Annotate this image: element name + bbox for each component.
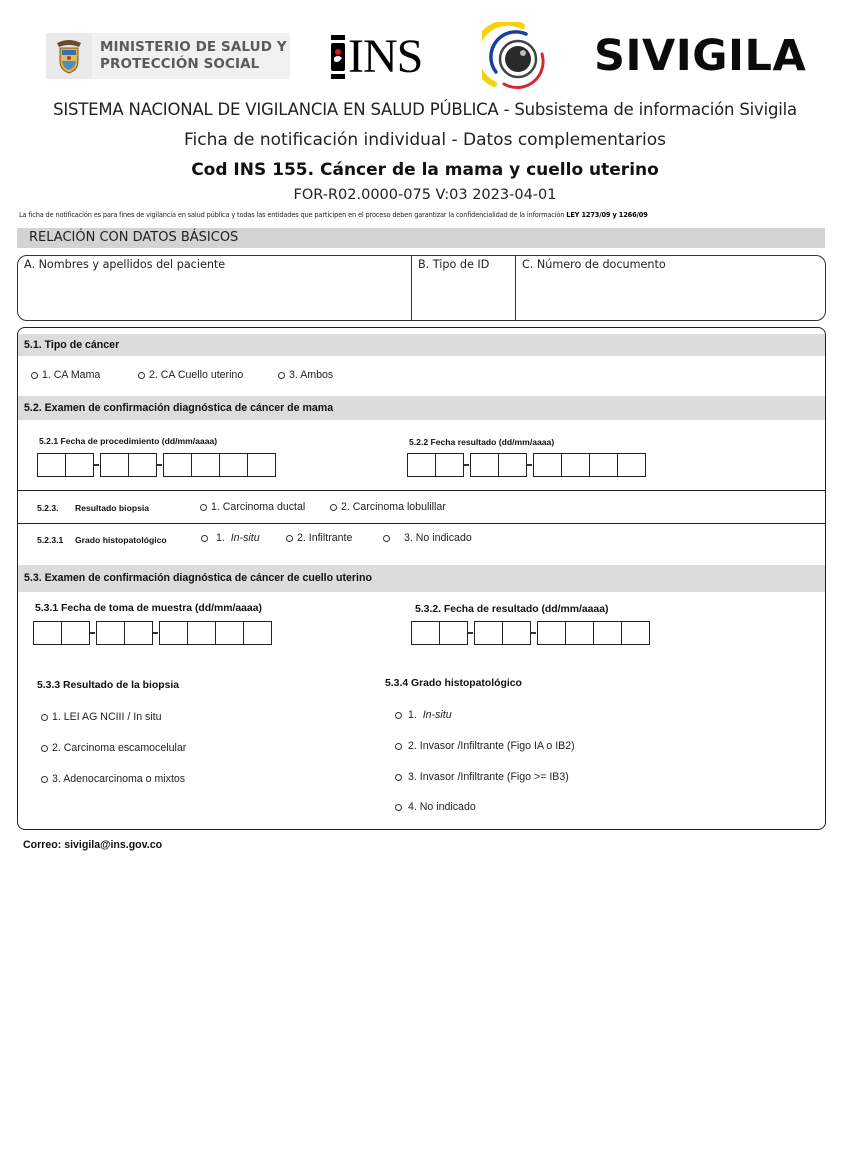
option-label: 1. Carcinoma ductal <box>211 501 306 513</box>
radio-icon[interactable] <box>395 743 402 750</box>
form-type-title: Ficha de notificación individual - Datos complementarios <box>184 130 666 150</box>
section-5-3-header: 5.3. Examen de confirmación diagnóstica de cáncer de cuello uterino <box>18 565 825 592</box>
disclaimer-law: LEY 1273/09 y 1266/09 <box>566 211 648 219</box>
cancer-type-option-cuello[interactable] <box>138 369 243 381</box>
year-digit-box[interactable] <box>215 621 244 645</box>
divider <box>18 523 825 524</box>
day-digit-box[interactable] <box>61 621 90 645</box>
biopsy-result-number: 5.2.3. <box>37 503 59 513</box>
option-label: 2. Carcinoma escamocelular <box>52 742 187 754</box>
option-label: 3. Ambos <box>289 369 334 381</box>
month-digit-box[interactable] <box>470 453 499 477</box>
radio-icon[interactable] <box>200 504 207 511</box>
option-number: 1. <box>408 709 417 721</box>
cervix-biopsy-option-1[interactable] <box>41 711 162 723</box>
date-separator <box>94 453 100 477</box>
radio-icon[interactable] <box>278 372 285 379</box>
basic-data-section-header: RELACIÓN CON DATOS BÁSICOS <box>17 228 825 248</box>
complementary-data-box <box>17 327 826 830</box>
option-label: 3. No indicado <box>404 532 472 544</box>
ministerio-line-2: PROTECCIÓN SOCIAL <box>100 56 260 72</box>
day-digit-box[interactable] <box>33 621 62 645</box>
disclaimer-text: La ficha de notificación es para fines de vigilancia en salud pública y todas las entidades que participen en el proceso deben garantizar la confidencialidad de la información <box>19 211 565 219</box>
year-digit-box[interactable] <box>163 453 192 477</box>
result-date-input[interactable] <box>407 452 646 477</box>
id-type-field[interactable] <box>412 256 516 320</box>
option-label: 3. Adenocarcinoma o mixtos <box>52 773 186 785</box>
month-digit-box[interactable] <box>96 621 125 645</box>
month-digit-box[interactable] <box>474 621 503 645</box>
year-digit-box[interactable] <box>191 453 220 477</box>
day-digit-box[interactable] <box>439 621 468 645</box>
date-separator <box>153 621 159 645</box>
procedure-date-input[interactable] <box>37 452 276 477</box>
ministerio-line-1: MINISTERIO DE SALUD Y <box>100 39 287 55</box>
day-digit-box[interactable] <box>37 453 66 477</box>
year-digit-box[interactable] <box>621 621 650 645</box>
patient-name-field[interactable] <box>18 256 412 320</box>
month-digit-box[interactable] <box>124 621 153 645</box>
histo-grade-option-no-indicado[interactable] <box>383 532 472 544</box>
radio-icon[interactable] <box>41 745 48 752</box>
contact-email: Correo: sivigila@ins.gov.co <box>23 839 163 851</box>
date-separator <box>157 453 163 477</box>
cervix-histo-option-insitu[interactable] <box>395 709 452 721</box>
ministerio-salud-logo <box>46 33 290 79</box>
biopsy-option-lobulillar[interactable] <box>330 501 446 513</box>
year-digit-box[interactable] <box>593 621 622 645</box>
option-label: 1. LEI AG NCIII / In situ <box>52 711 162 723</box>
radio-icon[interactable] <box>395 774 402 781</box>
radio-icon[interactable] <box>383 535 390 542</box>
radio-icon[interactable] <box>31 372 38 379</box>
date-separator <box>531 621 537 645</box>
year-digit-box[interactable] <box>159 621 188 645</box>
date-separator <box>464 453 470 477</box>
day-digit-box[interactable] <box>435 453 464 477</box>
histo-grade-option-infiltrante[interactable] <box>286 532 352 544</box>
colombia-coat-of-arms-icon <box>46 33 92 79</box>
option-number: 1. <box>216 532 225 544</box>
date-separator <box>468 621 474 645</box>
basic-data-box <box>17 255 826 321</box>
cervix-biopsy-label: 5.3.3 Resultado de la biopsia <box>37 680 180 691</box>
section-5-2-header: 5.2. Examen de confirmación diagnóstica de cáncer de mama <box>18 396 825 420</box>
date-separator <box>90 621 96 645</box>
histo-grade-number: 5.2.3.1 <box>37 535 64 545</box>
confidentiality-disclaimer <box>19 211 831 219</box>
radio-icon[interactable] <box>395 804 402 811</box>
cancer-type-option-mama[interactable] <box>31 369 100 381</box>
radio-icon[interactable] <box>330 504 337 511</box>
month-digit-box[interactable] <box>498 453 527 477</box>
radio-icon[interactable] <box>286 535 293 542</box>
year-digit-box[interactable] <box>243 621 272 645</box>
cancer-type-option-ambos[interactable] <box>278 369 333 381</box>
day-digit-box[interactable] <box>65 453 94 477</box>
date-separator <box>527 453 533 477</box>
cervix-result-date-input[interactable] <box>411 620 650 645</box>
radio-icon[interactable] <box>201 535 208 542</box>
ins-mark-icon <box>330 35 346 79</box>
cervix-result-date-label: 5.3.2. Fecha de resultado (dd/mm/aaaa) <box>415 604 609 615</box>
sample-date-label: 5.3.1 Fecha de toma de muestra (dd/mm/aaaa) <box>35 603 262 614</box>
divider <box>18 490 825 491</box>
year-digit-box[interactable] <box>617 453 646 477</box>
radio-icon[interactable] <box>395 712 402 719</box>
year-digit-box[interactable] <box>565 621 594 645</box>
option-label: 3. Invasor /Infiltrante (Figo >= IB3) <box>408 771 569 783</box>
month-digit-box[interactable] <box>100 453 129 477</box>
option-label: 1. CA Mama <box>42 369 101 381</box>
document-number-field[interactable] <box>516 256 825 320</box>
radio-icon[interactable] <box>41 776 48 783</box>
option-label: 4. No indicado <box>408 801 476 813</box>
month-digit-box[interactable] <box>502 621 531 645</box>
cervix-biopsy-option-3[interactable] <box>41 773 185 785</box>
ins-logo <box>330 30 423 83</box>
year-digit-box[interactable] <box>561 453 590 477</box>
year-digit-box[interactable] <box>219 453 248 477</box>
system-title: SISTEMA NACIONAL DE VIGILANCIA EN SALUD PÚBLICA - Subsistema de información Sivigila <box>53 100 797 119</box>
cervix-biopsy-option-2[interactable] <box>41 742 186 754</box>
form-code: FOR-R02.0000-075 V:03 2023-04-01 <box>293 187 557 203</box>
day-digit-box[interactable] <box>411 621 440 645</box>
cervix-histo-grade-label: 5.3.4 Grado histopatológico <box>385 678 522 689</box>
option-label: 2. CA Cuello uterino <box>149 369 244 381</box>
year-digit-box[interactable] <box>537 621 566 645</box>
cervix-histo-option-2[interactable] <box>395 740 575 752</box>
sivigila-eye-icon <box>482 22 552 92</box>
histo-grade-option-insitu[interactable] <box>201 532 260 544</box>
option-label: 2. Infiltrante <box>297 532 353 544</box>
ins-logo-text: INS <box>348 30 423 83</box>
sample-date-input[interactable] <box>33 620 272 645</box>
histo-grade-label: Grado histopatológico <box>75 535 167 545</box>
patient-name-label: A. Nombres y apellidos del paciente <box>24 258 226 271</box>
event-title: Cod INS 155. Cáncer de la mama y cuello uterino <box>191 160 659 180</box>
year-digit-box[interactable] <box>187 621 216 645</box>
option-label: 2. Carcinoma lobulillar <box>341 501 446 513</box>
cervix-histo-option-4[interactable] <box>395 801 476 813</box>
month-digit-box[interactable] <box>128 453 157 477</box>
radio-icon[interactable] <box>138 372 145 379</box>
section-5-1-header: 5.1. Tipo de cáncer <box>18 334 825 356</box>
radio-icon[interactable] <box>41 714 48 721</box>
ministerio-salud-text <box>92 39 287 73</box>
cervix-histo-option-3[interactable] <box>395 771 569 783</box>
option-label: 2. Invasor /Infiltrante (Figo IA o IB2) <box>408 740 575 752</box>
document-number-label: C. Número de documento <box>522 258 666 271</box>
option-label: In-situ <box>230 532 260 544</box>
option-label: In-situ <box>422 709 452 721</box>
year-digit-box[interactable] <box>589 453 618 477</box>
biopsy-option-ductal[interactable] <box>200 501 305 513</box>
day-digit-box[interactable] <box>407 453 436 477</box>
year-digit-box[interactable] <box>247 453 276 477</box>
year-digit-box[interactable] <box>533 453 562 477</box>
procedure-date-label: 5.2.1 Fecha de procedimiento (dd/mm/aaaa) <box>39 436 218 446</box>
result-date-label: 5.2.2 Fecha resultado (dd/mm/aaaa) <box>409 437 555 447</box>
sivigila-logo: SIVIGILA <box>594 31 807 81</box>
id-type-label: B. Tipo de ID <box>418 258 490 271</box>
biopsy-result-label: Resultado biopsia <box>75 503 150 513</box>
